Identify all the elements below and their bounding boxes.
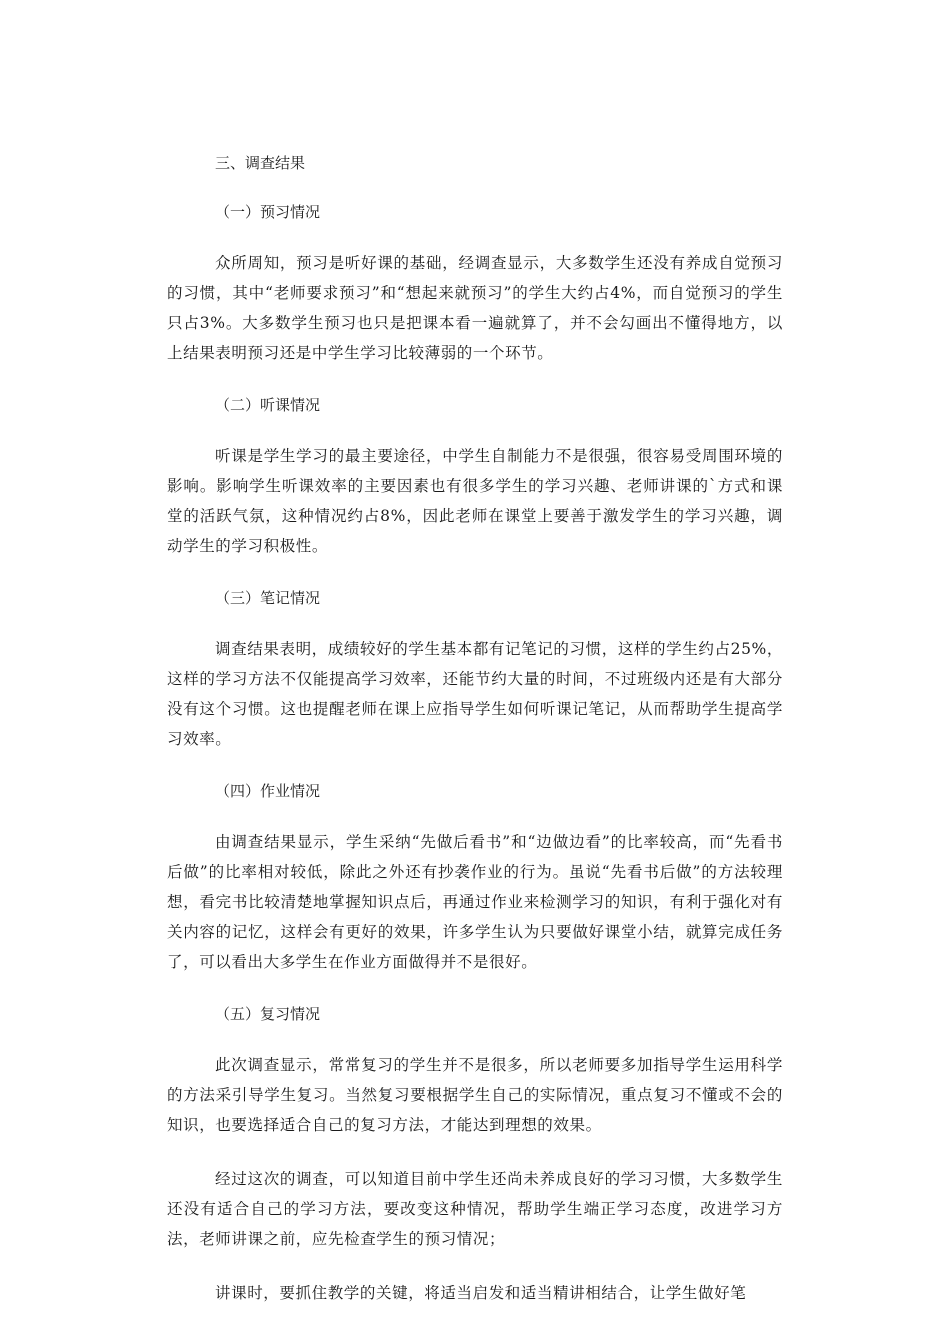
- subsection-heading-notes: （三）笔记情况: [215, 589, 321, 607]
- paragraph-lecture: 听课是学生学习的最主要途径，中学生自制能力不是很强，很容易受周围环境的影响。影响学生听课效率的主要因素也有很多学生的学习兴趣、老师讲课的`方式和课堂的活跃气氛，这种情况约占8%，因此老师在课堂上要善于激发学生的学习兴趣，调动学生的学习积极性。: [167, 447, 783, 555]
- paragraph-notes: 调查结果表明，成绩较好的学生基本都有记笔记的习惯，这样的学生约占25%，这样的学习方法不仅能提高学习效率，还能节约大量的时间，不过班级内还是有大部分没有这个习惯。这也提醒老师在课上应指导学生如何听课记笔记，从而帮助学生提高学习效率。: [167, 640, 783, 748]
- document-body: [167, 150, 783, 1332]
- subsection-heading-review: （五）复习情况: [215, 1005, 321, 1023]
- paragraph-preview: 众所周知，预习是听好课的基础，经调查显示，大多数学生还没有养成自觉预习的习惯，其中“老师要求预习”和“想起来就预习”的学生大约占4%，而自觉预习的学生只占3%。大多数学生预习也只是把课本看一遍就算了，并不会勾画出不懂得地方，以上结果表明预习还是中学生学习比较薄弱的一个环节。: [167, 254, 783, 362]
- paragraph-teaching: 讲课时，要抓住教学的关键，将适当启发和适当精讲相结合，让学生做好笔: [215, 1284, 747, 1302]
- section-title: 三、调查结果: [215, 154, 306, 172]
- subsection-heading-lecture: （二）听课情况: [215, 396, 321, 414]
- paragraph-conclusion: 经过这次的调查，可以知道目前中学生还尚未养成良好的学习习惯，大多数学生还没有适合自己的学习方法，要改变这种情况，帮助学生端正学习态度，改进学习方法，老师讲课之前，应先检查学生的预习情况；: [167, 1170, 783, 1248]
- subsection-heading-preview: （一）预习情况: [215, 203, 321, 221]
- paragraph-review: 此次调查显示，常常复习的学生并不是很多，所以老师要多加指导学生运用科学的方法采引导学生复习。当然复习要根据学生自己的实际情况，重点复习不懂或不会的知识，也要选择适合自己的复习方法，才能达到理想的效果。: [167, 1056, 783, 1134]
- subsection-heading-homework: （四）作业情况: [215, 782, 321, 800]
- paragraph-homework: 由调查结果显示，学生采纳“先做后看书”和“边做边看”的比率较高，而“先看书后做”的比率相对较低，除此之外还有抄袭作业的行为。虽说“先看书后做”的方法较理想，看完书比较清楚地掌握知识点后，再通过作业来检测学习的知识，有利于强化对有关内容的记忆，这样会有更好的效果，许多学生认为只要做好课堂小结，就算完成任务了，可以看出大多学生在作业方面做得并不是很好。: [167, 833, 783, 971]
